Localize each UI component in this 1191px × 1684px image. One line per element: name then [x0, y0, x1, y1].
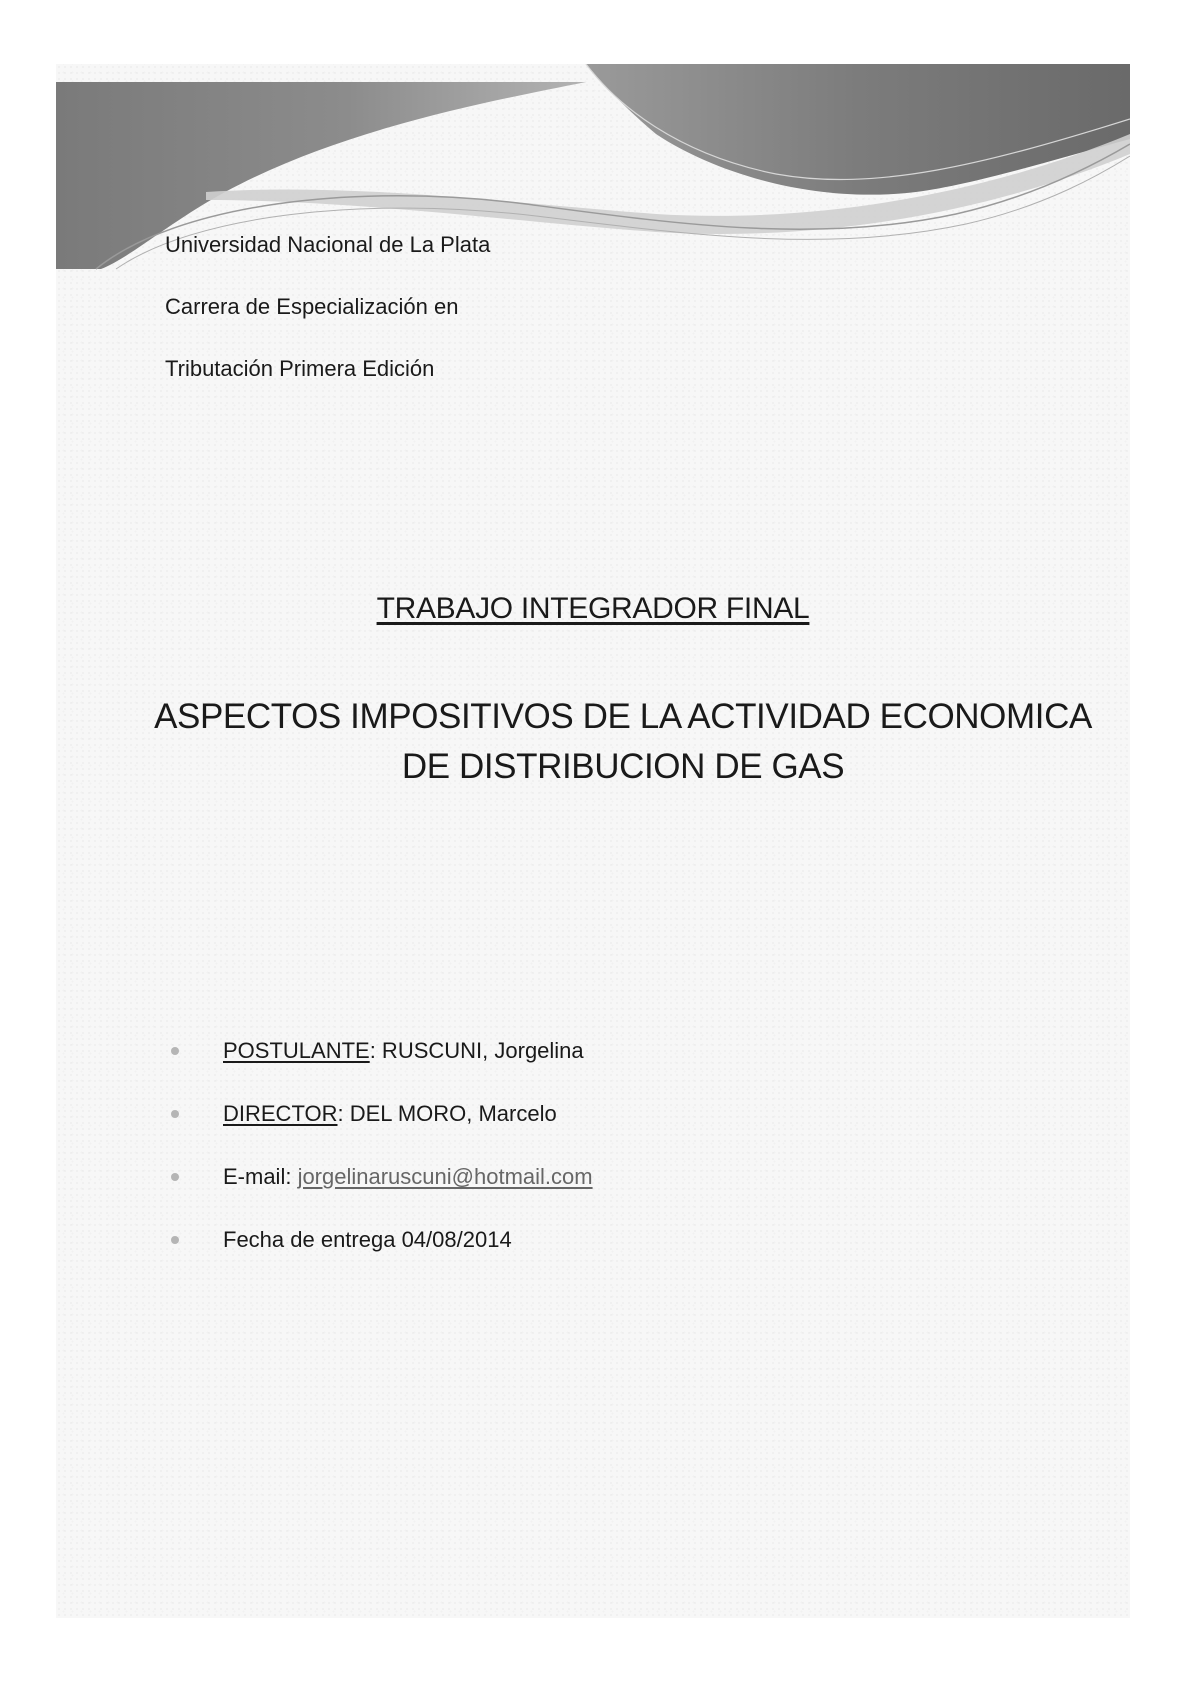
list-item-director	[171, 1099, 593, 1162]
list-item-email	[171, 1162, 593, 1225]
bullet-icon	[171, 1110, 179, 1118]
list-item-delivery-date	[171, 1225, 593, 1288]
document-title-line-1: ASPECTOS IMPOSITIVOS DE LA ACTIVIDAD ECONOMICA	[154, 697, 1092, 736]
email-link[interactable]: jorgelinaruscuni@hotmail.com	[297, 1164, 593, 1189]
university-name: Universidad Nacional de La Plata	[165, 232, 491, 257]
applicant-value: : RUSCUNI, Jorgelina	[369, 1038, 584, 1063]
program-name: Carrera de Especialización en	[165, 294, 459, 319]
document-title-line-2: DE DISTRIBUCION DE GAS	[401, 747, 845, 786]
director-label: DIRECTOR	[223, 1101, 338, 1126]
bullet-icon	[171, 1047, 179, 1055]
bullet-icon	[171, 1236, 179, 1244]
director-value: : DEL MORO, Marcelo	[337, 1101, 557, 1126]
bullet-icon	[171, 1173, 179, 1181]
details-list	[171, 1036, 593, 1288]
cover-page	[56, 64, 1130, 1618]
institution-block	[165, 214, 490, 400]
document-type-heading: TRABAJO INTEGRADOR FINAL	[376, 592, 810, 625]
list-item-applicant	[171, 1036, 593, 1099]
email-label: E-mail:	[223, 1164, 298, 1189]
document-title	[116, 692, 1130, 792]
applicant-label: POSTULANTE	[223, 1038, 370, 1063]
program-edition: Tributación Primera Edición	[165, 356, 435, 381]
delivery-date-text: Fecha de entrega 04/08/2014	[223, 1227, 512, 1252]
